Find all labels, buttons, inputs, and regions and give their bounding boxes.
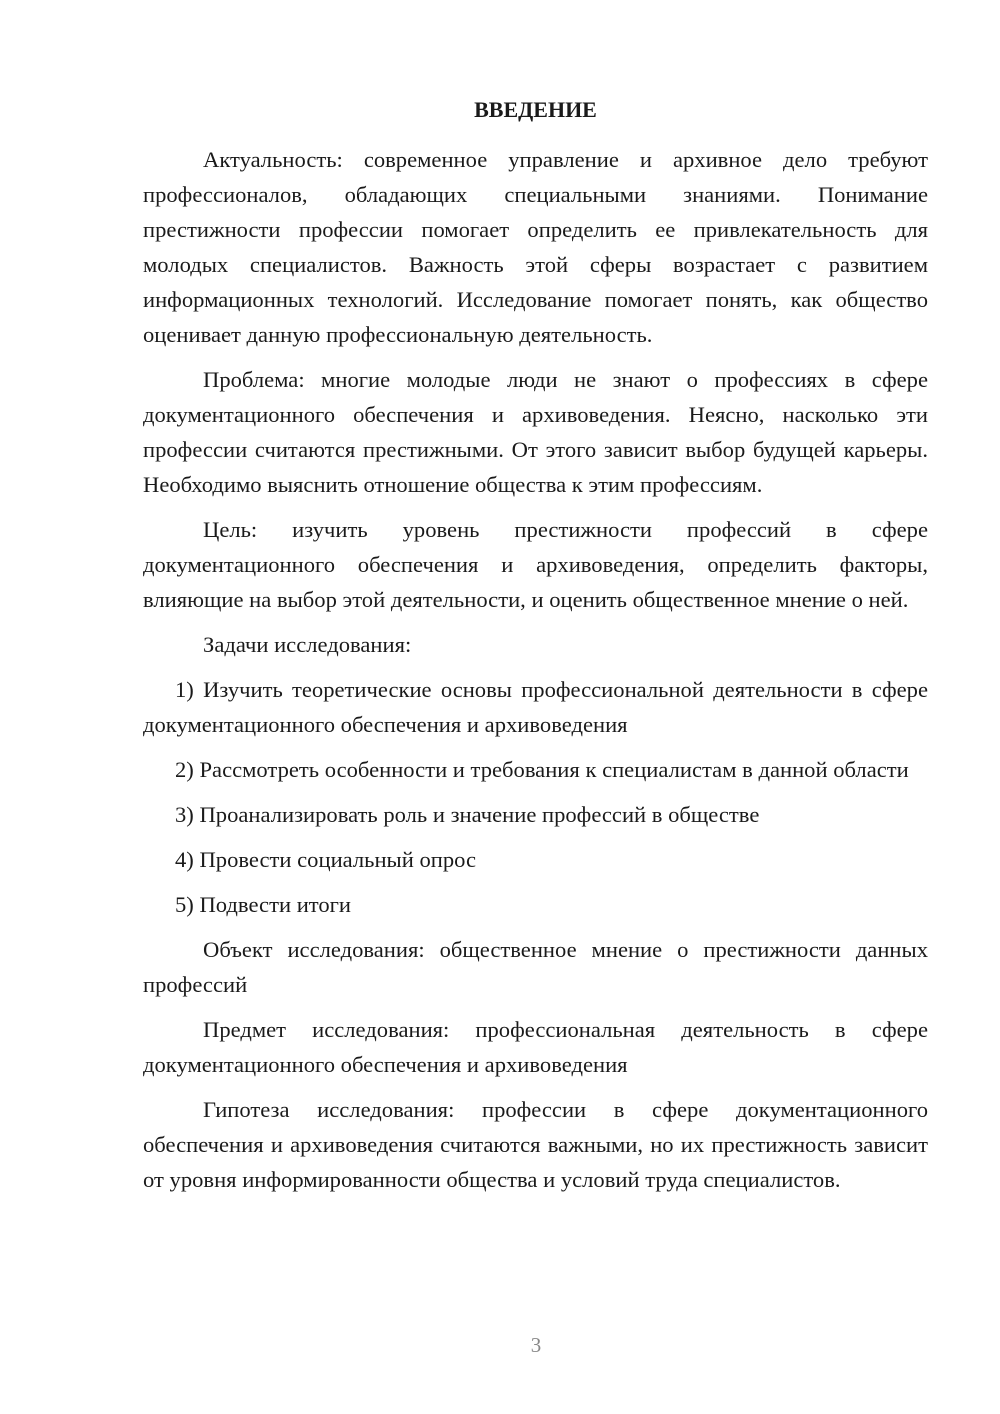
page-content <box>143 94 928 1207</box>
hypothesis-paragraph: Гипотеза исследования: профессии в сфере документационного обеспечения и архивоведения считаются важными, но их престижность зависит от уровня информированности общества и условий труда специалистов. <box>143 1097 928 1192</box>
object-paragraph: Объект исследования: общественное мнение о престижности данных профессий <box>143 937 928 997</box>
task-item: 1) Изучить теоретические основы профессиональной деятельности в сфере документационного обеспечения и архивоведения <box>143 677 928 737</box>
subject-paragraph: Предмет исследования: профессиональная деятельность в сфере документационного обеспечения и архивоведения <box>143 1017 928 1077</box>
task-item: 4) Провести социальный опрос <box>175 847 477 872</box>
relevance-paragraph: Актуальность: современное управление и архивное дело требуют профессионалов, обладающих специальными знаниями. Понимание престижности профессии помогает определить ее привлекательность для молодых специалистов. Важность этой сферы возрастает с развитием информационных технологий. Исследование помогает понять, как общество оценивает данную профессиональную деятельность. <box>143 147 928 347</box>
task-item: 2) Рассмотреть особенности и требования к специалистам в данной области <box>175 757 909 782</box>
page-number: 3 <box>530 1333 542 1357</box>
problem-paragraph: Проблема: многие молодые люди не знают о профессиях в сфере документационного обеспечения и архивоведения. Неясно, насколько эти профессии считаются престижными. От этого зависит выбор будущей карьеры. Необходимо выяснить отношение общества к этим профессиям. <box>143 367 928 497</box>
task-item: 5) Подвести итоги <box>175 892 352 917</box>
section-heading: ВВЕДЕНИЕ <box>474 97 597 122</box>
tasks-title: Задачи исследования: <box>203 632 412 657</box>
goal-paragraph: Цель: изучить уровень престижности профессий в сфере документационного обеспечения и архивоведения, определить факторы, влияющие на выбор этой деятельности, и оценить общественное мнение о ней. <box>143 517 928 612</box>
task-item: 3) Проанализировать роль и значение профессий в обществе <box>175 802 760 827</box>
